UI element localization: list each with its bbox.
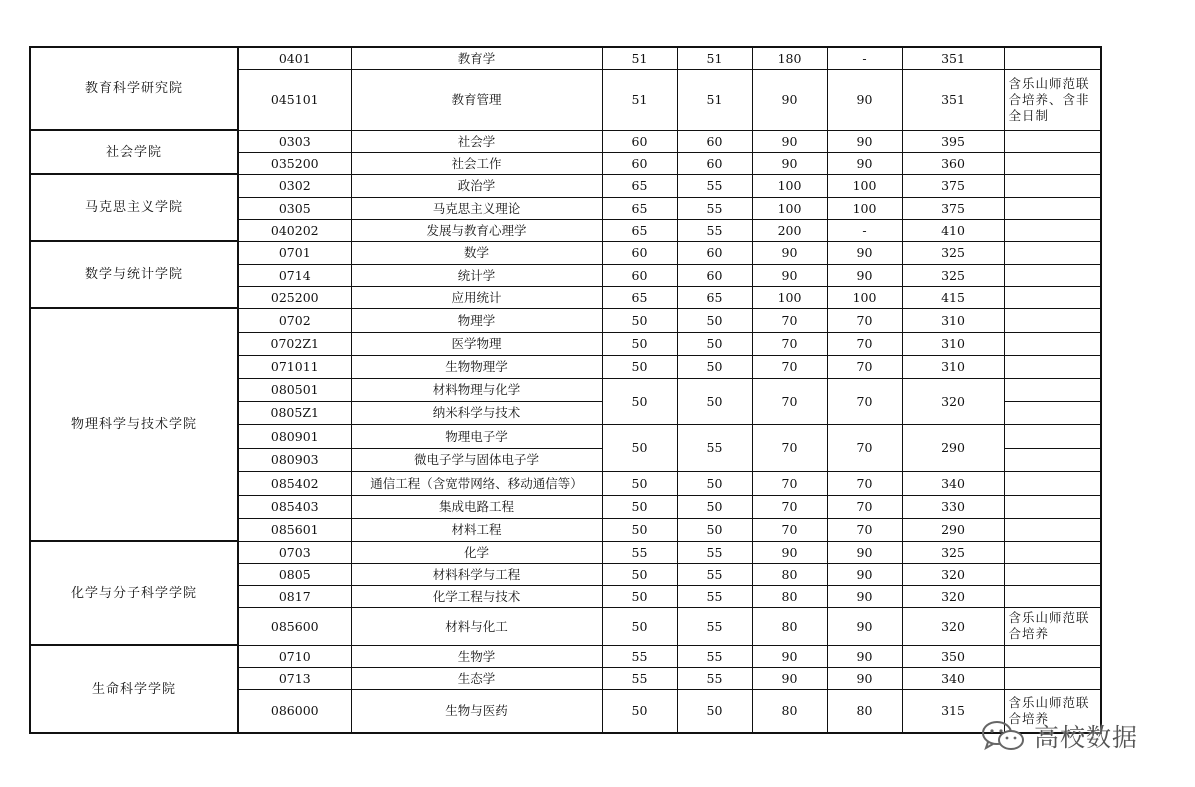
- score-foreign-language: 51: [677, 69, 752, 130]
- score-politics: 51: [602, 47, 677, 69]
- score-subject-1: 70: [752, 518, 827, 541]
- score-politics: 50: [602, 308, 677, 332]
- score-subject-1: 70: [752, 378, 827, 424]
- score-subject-1: 70: [752, 355, 827, 378]
- admission-score-table: [29, 46, 1102, 734]
- major-code: 0713: [238, 667, 351, 689]
- score-foreign-language: 55: [677, 563, 752, 585]
- score-foreign-language: 50: [677, 355, 752, 378]
- score-foreign-language: 55: [677, 585, 752, 607]
- table-row: [30, 541, 1101, 563]
- major-code: 0702Z1: [238, 332, 351, 355]
- score-politics: 51: [602, 69, 677, 130]
- remark: [1004, 286, 1101, 308]
- major-code: 0710: [238, 645, 351, 667]
- score-subject-1: 100: [752, 286, 827, 308]
- score-subject-2: 90: [827, 264, 902, 286]
- major-code: 0703: [238, 541, 351, 563]
- score-total: 351: [902, 47, 1004, 69]
- score-foreign-language: 55: [677, 424, 752, 471]
- score-politics: 50: [602, 518, 677, 541]
- remark: [1004, 332, 1101, 355]
- score-total: 325: [902, 541, 1004, 563]
- score-total: 320: [902, 563, 1004, 585]
- remark: [1004, 471, 1101, 495]
- score-total: 395: [902, 130, 1004, 152]
- wechat-icon: [980, 719, 1028, 753]
- remark: [1004, 197, 1101, 219]
- score-foreign-language: 50: [677, 495, 752, 518]
- score-foreign-language: 55: [677, 645, 752, 667]
- remark: [1004, 667, 1101, 689]
- score-foreign-language: 51: [677, 47, 752, 69]
- score-total: 375: [902, 197, 1004, 219]
- score-total: 290: [902, 518, 1004, 541]
- score-foreign-language: 60: [677, 130, 752, 152]
- major-name: 化学工程与技术: [351, 585, 602, 607]
- score-foreign-language: 55: [677, 174, 752, 197]
- score-politics: 50: [602, 471, 677, 495]
- score-politics: 60: [602, 152, 677, 174]
- score-total: 340: [902, 667, 1004, 689]
- score-politics: 65: [602, 197, 677, 219]
- score-foreign-language: 50: [677, 689, 752, 733]
- major-code: 085600: [238, 607, 351, 645]
- remark: [1004, 264, 1101, 286]
- score-subject-1: 70: [752, 495, 827, 518]
- score-politics: 55: [602, 645, 677, 667]
- college-name: 社会学院: [30, 130, 238, 174]
- table-row: [30, 241, 1101, 264]
- score-subject-1: 90: [752, 130, 827, 152]
- score-subject-1: 100: [752, 197, 827, 219]
- major-code: 085402: [238, 471, 351, 495]
- score-foreign-language: 60: [677, 152, 752, 174]
- remark: 含乐山师范联合培养、含非全日制: [1004, 69, 1101, 130]
- score-subject-1: 90: [752, 645, 827, 667]
- score-subject-1: 90: [752, 241, 827, 264]
- major-code: 045101: [238, 69, 351, 130]
- score-total: 351: [902, 69, 1004, 130]
- score-subject-1: 80: [752, 585, 827, 607]
- watermark-text: 高校数据: [1034, 723, 1139, 752]
- major-name: 材料与化工: [351, 607, 602, 645]
- major-code: 0303: [238, 130, 351, 152]
- remark: [1004, 401, 1101, 424]
- score-subject-1: 90: [752, 541, 827, 563]
- major-code: 035200: [238, 152, 351, 174]
- score-total: 325: [902, 264, 1004, 286]
- major-name: 医学物理: [351, 332, 602, 355]
- remark: [1004, 424, 1101, 448]
- remark: [1004, 355, 1101, 378]
- score-total: 415: [902, 286, 1004, 308]
- score-total: 320: [902, 585, 1004, 607]
- score-subject-1: 80: [752, 607, 827, 645]
- major-code: 0817: [238, 585, 351, 607]
- major-name: 应用统计: [351, 286, 602, 308]
- remark: 含乐山师范联合培养: [1004, 689, 1101, 733]
- score-subject-2: 70: [827, 424, 902, 471]
- major-name: 发展与教育心理学: [351, 219, 602, 241]
- score-subject-2: 70: [827, 378, 902, 424]
- remark: [1004, 130, 1101, 152]
- score-total: 325: [902, 241, 1004, 264]
- score-subject-2: 90: [827, 241, 902, 264]
- major-code: 085403: [238, 495, 351, 518]
- watermark: [980, 716, 1138, 756]
- major-name: 集成电路工程: [351, 495, 602, 518]
- score-total: 340: [902, 471, 1004, 495]
- major-code: 071011: [238, 355, 351, 378]
- score-politics: 50: [602, 332, 677, 355]
- score-total: 360: [902, 152, 1004, 174]
- score-foreign-language: 50: [677, 332, 752, 355]
- score-politics: 50: [602, 424, 677, 471]
- score-subject-1: 80: [752, 563, 827, 585]
- remark: [1004, 645, 1101, 667]
- major-code: 086000: [238, 689, 351, 733]
- major-name: 社会工作: [351, 152, 602, 174]
- score-subject-2: 70: [827, 355, 902, 378]
- major-name: 材料科学与工程: [351, 563, 602, 585]
- score-subject-1: 80: [752, 689, 827, 733]
- major-code: 0305: [238, 197, 351, 219]
- score-subject-1: 70: [752, 471, 827, 495]
- score-subject-2: 90: [827, 645, 902, 667]
- major-code: 0401: [238, 47, 351, 69]
- score-subject-1: 90: [752, 264, 827, 286]
- major-code: 0805Z1: [238, 401, 351, 424]
- score-subject-1: 90: [752, 152, 827, 174]
- major-name: 教育学: [351, 47, 602, 69]
- major-name: 马克思主义理论: [351, 197, 602, 219]
- major-name: 纳米科学与技术: [351, 401, 602, 424]
- score-politics: 60: [602, 241, 677, 264]
- score-subject-2: -: [827, 47, 902, 69]
- table-row: [30, 130, 1101, 152]
- score-foreign-language: 55: [677, 667, 752, 689]
- major-code: 080903: [238, 448, 351, 471]
- score-subject-2: 90: [827, 152, 902, 174]
- score-politics: 60: [602, 130, 677, 152]
- remark: [1004, 495, 1101, 518]
- major-name: 社会学: [351, 130, 602, 152]
- score-total: 320: [902, 378, 1004, 424]
- major-code: 080501: [238, 378, 351, 401]
- major-name: 统计学: [351, 264, 602, 286]
- score-politics: 60: [602, 264, 677, 286]
- table-row: [30, 308, 1101, 332]
- score-subject-2: 90: [827, 607, 902, 645]
- major-code: 080901: [238, 424, 351, 448]
- major-name: 生物与医药: [351, 689, 602, 733]
- major-code: 0805: [238, 563, 351, 585]
- major-name: 微电子学与固体电子学: [351, 448, 602, 471]
- major-code: 0701: [238, 241, 351, 264]
- score-politics: 65: [602, 174, 677, 197]
- score-foreign-language: 55: [677, 541, 752, 563]
- table-row: [30, 645, 1101, 667]
- major-name: 教育管理: [351, 69, 602, 130]
- score-foreign-language: 50: [677, 471, 752, 495]
- remark: [1004, 448, 1101, 471]
- score-total: 330: [902, 495, 1004, 518]
- remark: [1004, 518, 1101, 541]
- major-code: 040202: [238, 219, 351, 241]
- score-foreign-language: 60: [677, 241, 752, 264]
- score-subject-2: 80: [827, 689, 902, 733]
- score-foreign-language: 55: [677, 219, 752, 241]
- score-subject-2: 90: [827, 667, 902, 689]
- score-politics: 50: [602, 585, 677, 607]
- remark: [1004, 308, 1101, 332]
- score-total: 310: [902, 332, 1004, 355]
- remark: [1004, 563, 1101, 585]
- score-subject-1: 100: [752, 174, 827, 197]
- major-name: 政治学: [351, 174, 602, 197]
- score-subject-1: 70: [752, 332, 827, 355]
- score-politics: 55: [602, 667, 677, 689]
- remark: [1004, 241, 1101, 264]
- score-subject-1: 180: [752, 47, 827, 69]
- score-politics: 65: [602, 219, 677, 241]
- score-subject-1: 70: [752, 308, 827, 332]
- score-subject-1: 90: [752, 667, 827, 689]
- score-subject-2: 100: [827, 197, 902, 219]
- score-politics: 50: [602, 378, 677, 424]
- score-foreign-language: 65: [677, 286, 752, 308]
- score-subject-2: 70: [827, 471, 902, 495]
- score-politics: 65: [602, 286, 677, 308]
- score-subject-2: 90: [827, 585, 902, 607]
- score-subject-2: -: [827, 219, 902, 241]
- major-name: 生物物理学: [351, 355, 602, 378]
- score-subject-2: 100: [827, 174, 902, 197]
- score-subject-2: 90: [827, 130, 902, 152]
- score-politics: 50: [602, 607, 677, 645]
- remark: [1004, 219, 1101, 241]
- major-name: 物理电子学: [351, 424, 602, 448]
- score-subject-2: 90: [827, 541, 902, 563]
- score-total: 410: [902, 219, 1004, 241]
- major-code: 025200: [238, 286, 351, 308]
- major-name: 数学: [351, 241, 602, 264]
- score-total: 310: [902, 308, 1004, 332]
- remark: [1004, 378, 1101, 401]
- score-politics: 55: [602, 541, 677, 563]
- score-subject-2: 70: [827, 495, 902, 518]
- remark: 含乐山师范联合培养: [1004, 607, 1101, 645]
- score-foreign-language: 60: [677, 264, 752, 286]
- score-foreign-language: 55: [677, 607, 752, 645]
- score-total: 375: [902, 174, 1004, 197]
- score-subject-2: 70: [827, 308, 902, 332]
- major-code: 0302: [238, 174, 351, 197]
- score-subject-1: 70: [752, 424, 827, 471]
- college-name: 物理科学与技术学院: [30, 308, 238, 541]
- score-politics: 50: [602, 563, 677, 585]
- remark: [1004, 541, 1101, 563]
- score-politics: 50: [602, 355, 677, 378]
- major-code: 0702: [238, 308, 351, 332]
- remark: [1004, 174, 1101, 197]
- major-code: 0714: [238, 264, 351, 286]
- score-total: 315: [902, 689, 1004, 733]
- remark: [1004, 585, 1101, 607]
- major-name: 材料物理与化学: [351, 378, 602, 401]
- college-name: 教育科学研究院: [30, 47, 238, 130]
- score-subject-2: 90: [827, 69, 902, 130]
- score-foreign-language: 50: [677, 308, 752, 332]
- score-foreign-language: 50: [677, 518, 752, 541]
- score-subject-1: 90: [752, 69, 827, 130]
- score-total: 320: [902, 607, 1004, 645]
- score-subject-1: 200: [752, 219, 827, 241]
- major-name: 物理学: [351, 308, 602, 332]
- score-subject-2: 70: [827, 518, 902, 541]
- score-total: 310: [902, 355, 1004, 378]
- score-subject-2: 90: [827, 563, 902, 585]
- major-name: 材料工程: [351, 518, 602, 541]
- college-name: 化学与分子科学学院: [30, 541, 238, 645]
- score-politics: 50: [602, 495, 677, 518]
- major-name: 化学: [351, 541, 602, 563]
- major-code: 085601: [238, 518, 351, 541]
- major-name: 生态学: [351, 667, 602, 689]
- college-name: 马克思主义学院: [30, 174, 238, 241]
- score-politics: 50: [602, 689, 677, 733]
- college-name: 数学与统计学院: [30, 241, 238, 308]
- remark: [1004, 152, 1101, 174]
- remark: [1004, 47, 1101, 69]
- score-total: 350: [902, 645, 1004, 667]
- major-name: 生物学: [351, 645, 602, 667]
- table-row: [30, 174, 1101, 197]
- score-foreign-language: 55: [677, 197, 752, 219]
- college-name: 生命科学学院: [30, 645, 238, 733]
- score-foreign-language: 50: [677, 378, 752, 424]
- score-subject-2: 70: [827, 332, 902, 355]
- major-name: 通信工程（含宽带网络、移动通信等）: [351, 471, 602, 495]
- score-total: 290: [902, 424, 1004, 471]
- score-subject-2: 100: [827, 286, 902, 308]
- table-row: [30, 47, 1101, 69]
